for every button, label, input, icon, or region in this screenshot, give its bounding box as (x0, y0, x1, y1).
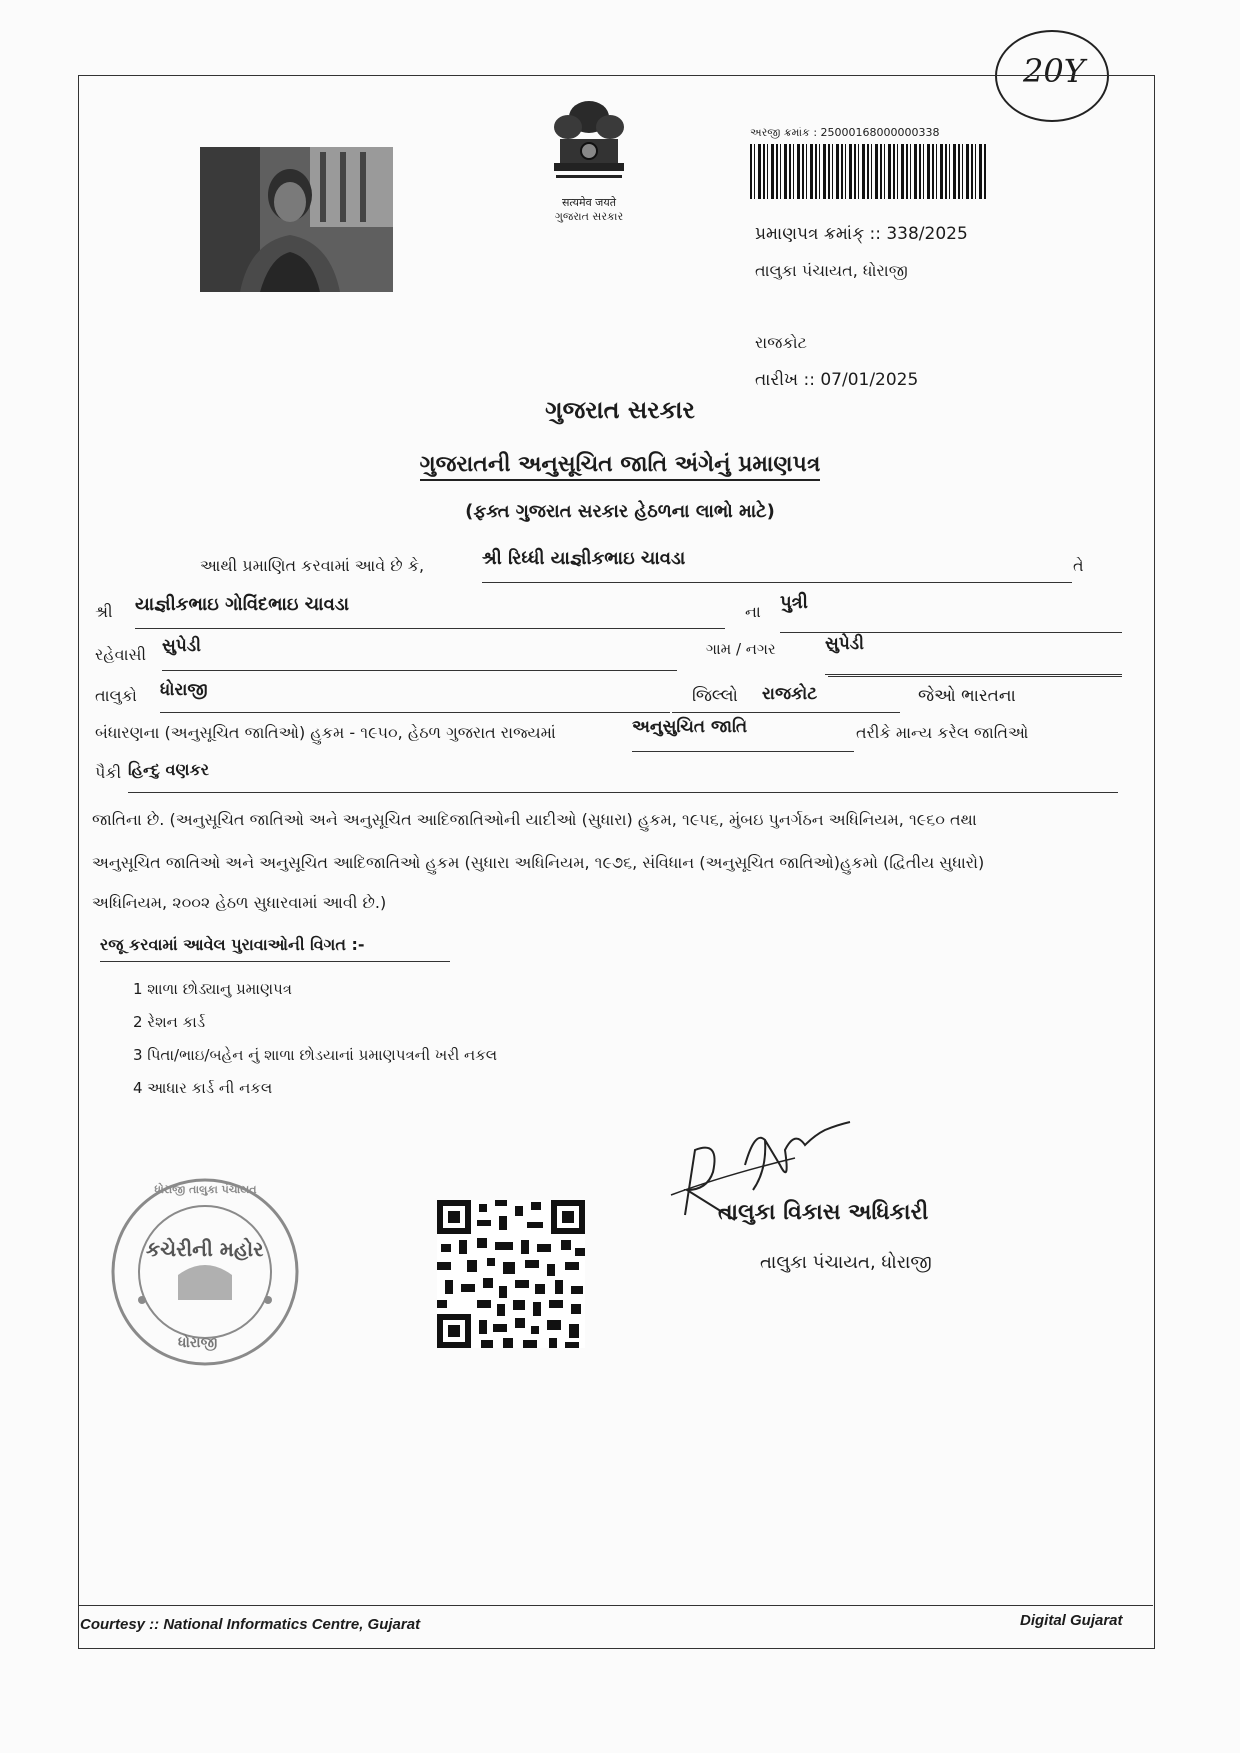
evidence-heading (100, 935, 450, 962)
parent-name-field (135, 594, 725, 629)
issue-date (755, 370, 918, 390)
seal-bottom-text: ધોરાજી (178, 1335, 218, 1351)
district: રાજકોટ (762, 684, 818, 704)
footer-digital-gujarat: Digital Gujarat (1020, 1612, 1123, 1629)
holder-photo (200, 147, 393, 292)
application-number: અરજી ક્રમાંક : 25000168000000338 (750, 126, 940, 139)
evidence-item: 1 શાળા છોડ્યાનુ પ્રમાણપત્ર (133, 980, 292, 998)
certificate-number-label: પ્રમાણપત્ર ક્રમાંક્ :: (755, 224, 881, 244)
na-label: ના (745, 602, 761, 621)
issuing-office: તાલુકા પંચાયત, ધોરાજી (755, 261, 908, 280)
application-number-value: 25000168000000338 (820, 126, 940, 139)
caste-field (128, 760, 1118, 793)
officer-designation: તાલુકા વિકાસ અધિકારી (718, 1200, 929, 1225)
certificate-number (755, 224, 968, 244)
taluka-field (160, 680, 670, 713)
seal-text: કચેરીની મહોર (146, 1237, 264, 1261)
issue-date-value: 07/01/2025 (820, 370, 919, 390)
shri-label: શ્રી (95, 602, 113, 621)
handwritten-mark-text: 20Y (1023, 52, 1085, 90)
category: અનુસુચિત જાતિ (632, 717, 748, 737)
taluka: ધોરાજી (160, 680, 208, 700)
legal-paragraph-line-3: અધિનિયમ, ૨૦૦૨ હેઠળ સુધારવામાં આવી છે.) (92, 893, 387, 912)
relation: પુત્રી (780, 592, 808, 613)
caste: હિન્દુ વણકર (128, 760, 210, 779)
certificate-heading-text: ગુજરાતની અનુસૂચિત જાતિ અંગેનું પ્રમાણપત્ર (420, 452, 821, 481)
taluka-label: તાલુકો (95, 686, 137, 705)
resident-label: રહેવાસી (95, 645, 147, 664)
holder-name: શ્રી રિધ્ધી યાજ્ઞીકભાઇ ચાવડા (482, 548, 686, 569)
evidence-item: 2 રેશન કાર્ડ (133, 1013, 206, 1031)
parent-name: યાજ્ઞીકભાઇ ગોવિંદભાઇ ચાવડા (135, 594, 350, 615)
legal-paragraph-line-2: અનુસૂચિત જાતિઓ અને અનુસૂચિત આદિજાતિઓ હુકમ (સુધારા અધિનિયમ, ૧૯૭૬, સંવિધાન (અનુસૂચિત જાતિઓ)હુકમો (દ્વિતીય સુધારો) (92, 853, 985, 872)
village: સુપેડી (825, 634, 864, 654)
certificate-heading (340, 452, 900, 477)
emblem-caption: ગુજરાત સરકાર (554, 210, 624, 223)
certify-text: આથી પ્રમાણિત કરવામાં આવે છે કે, (200, 556, 425, 575)
application-number-label: અરજી ક્રમાંક (750, 126, 810, 139)
resident-field (162, 636, 677, 671)
certificate-subheading: (ફક્ત ગુજરાત સરકાર હેઠળના લાભો માટે) (465, 501, 775, 522)
district-label: જિલ્લો (692, 686, 738, 706)
category-field (632, 717, 854, 752)
district-right-underline (828, 676, 1122, 677)
state-emblem (540, 95, 638, 223)
office-seal (108, 1175, 303, 1370)
district-underline (672, 712, 900, 713)
evidence-item: 4 આધાર કાર્ડ ની નકલ (133, 1079, 273, 1097)
issue-date-label: તારીખ :: (755, 370, 815, 390)
recognized-text: તરીકે માન્ય કરેલ જાતિઓ (856, 723, 1029, 742)
qr-code (437, 1200, 585, 1348)
govt-title: ગુજરાત સરકાર (545, 396, 695, 424)
evidence-item: 3 પિતા/ભાઇ/બહેન નું શાળા છોડયાનાં પ્રમાણપત્રની ખરી નકલ (133, 1046, 498, 1064)
te-label: તે (1073, 556, 1084, 575)
officer-office: તાલુકા પંચાયત, ધોરાજી (760, 1252, 932, 1273)
india-text: જેઓ ભારતના (918, 686, 1016, 706)
barcode (750, 144, 986, 199)
resident: સુપેડી (162, 636, 201, 656)
village-label: ગામ / નગર (706, 640, 776, 658)
relation-field (780, 592, 1122, 633)
legal-paragraph-line-1: જાતિના છે. (અનુસૂચિત જાતિઓ અને અનુસૂચિત આદિજાતિઓની યાદીઓ (સુધારા) હુકમ, ૧૯૫૬, મુંબઇ પુનર્ગઠન અધિનિયમ, ૧૯૬૦ તથા (92, 810, 977, 829)
certificate-number-value: 338/2025 (886, 224, 968, 244)
lion-capital-icon (540, 95, 638, 195)
among-label: પૈકી (95, 763, 122, 782)
qr-code-icon (437, 1200, 585, 1348)
seal-ring-text: ધોરાજી તાલુકા પંચાયત (154, 1183, 257, 1196)
constitution-text: બંધારણના (અનુસૂચિત જાતિઓ) હુકમ - ૧૯૫૦, હેઠળ ગુજરાત રાજ્યમાં (95, 723, 556, 742)
footer-courtesy: Courtesy :: National Informatics Centre, Gujarat (80, 1616, 421, 1633)
holder-name-field (482, 548, 1072, 583)
footer-divider (78, 1605, 1153, 1606)
issuing-district: રાજકોટ (755, 333, 807, 352)
emblem-motto: सत्यमेव जयते (561, 196, 616, 209)
evidence-heading-text: રજૂ કરવામાં આવેલ પુરાવાઓની વિગત :- (100, 935, 365, 954)
village-field (825, 634, 1122, 675)
